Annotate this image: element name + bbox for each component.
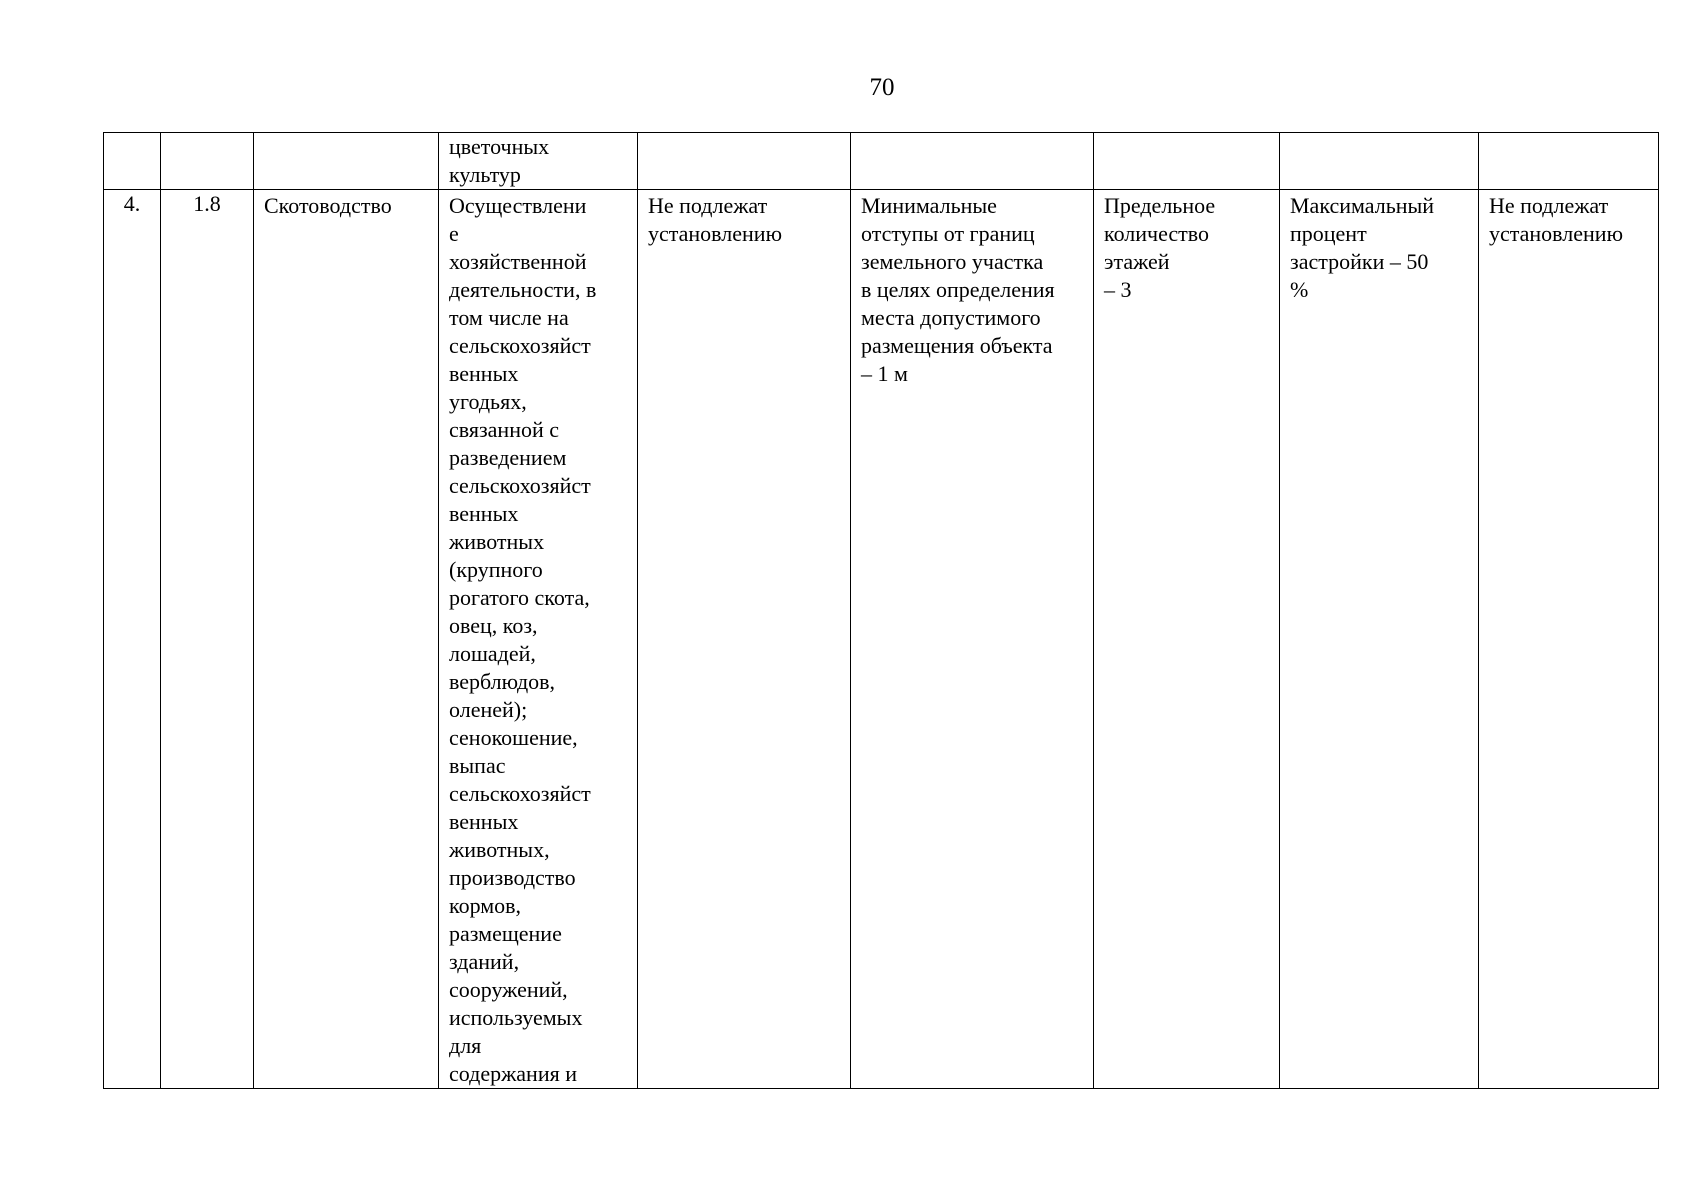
cell-empty	[1479, 133, 1659, 190]
text-line: связанной с	[449, 417, 560, 442]
text-line: – 3	[1104, 277, 1132, 302]
text-line: содержания и	[449, 1061, 577, 1086]
text-line: установлению	[648, 221, 783, 246]
text-line: места допустимого	[861, 305, 1041, 330]
text-line: сенокошение,	[449, 725, 578, 750]
text-line: количество	[1104, 221, 1210, 246]
text-line: рогатого скота,	[449, 585, 590, 610]
text-line: цветочных	[449, 134, 550, 159]
cell-empty	[1094, 133, 1280, 190]
text-line: хозяйственной	[449, 249, 587, 274]
cell-row-number: 4.	[104, 190, 161, 1089]
text-line: для	[449, 1033, 482, 1058]
cell-use-description	[439, 190, 638, 1089]
text-line: Не подлежат	[1489, 193, 1609, 218]
text-line: деятельности, в	[449, 277, 597, 302]
cell-num-empty	[104, 133, 161, 190]
cell-code-empty	[161, 133, 254, 190]
text-line: Не подлежат	[648, 193, 768, 218]
text-line: верблюдов,	[449, 669, 556, 694]
text-line: Осуществлени	[449, 193, 587, 218]
cell-building-coverage	[1280, 190, 1479, 1089]
text-line: (крупного	[449, 557, 543, 582]
text-line: выпас	[449, 753, 506, 778]
text-line: застройки – 50	[1290, 249, 1429, 274]
text-line: овец, коз,	[449, 613, 538, 638]
cell-description-continuation	[439, 133, 638, 190]
text-line: кормов,	[449, 893, 522, 918]
land-use-table	[103, 132, 1659, 1089]
text-line: венных	[449, 361, 519, 386]
text-line: процент	[1290, 221, 1367, 246]
text-line: размещение	[449, 921, 562, 946]
cell-use-name: Скотоводство	[254, 190, 439, 1089]
text-line: угодьях,	[449, 389, 527, 414]
text-line: этажей	[1104, 249, 1170, 274]
page-number: 70	[869, 74, 895, 101]
text-line: используемых	[449, 1005, 583, 1030]
cell-empty	[1280, 133, 1479, 190]
text-line: сельскохозяйст	[449, 473, 591, 498]
cell-code: 1.8	[161, 190, 254, 1089]
table-row	[104, 190, 1659, 1089]
text-line: животных	[449, 529, 545, 554]
text-line: Максимальный	[1290, 193, 1435, 218]
text-line: е	[449, 221, 459, 246]
text-line: производство	[449, 865, 576, 890]
text-line: %	[1290, 277, 1309, 302]
text-line: венных	[449, 809, 519, 834]
table-row-continuation	[104, 133, 1659, 190]
text-line: венных	[449, 501, 519, 526]
text-line: сельскохозяйст	[449, 781, 591, 806]
text-line: оленей);	[449, 697, 528, 722]
text-line: отступы от границ	[861, 221, 1035, 246]
text-line: сельскохозяйст	[449, 333, 591, 358]
text-line: том числе на	[449, 305, 569, 330]
cell-empty	[638, 133, 851, 190]
text-line: разведением	[449, 445, 567, 470]
text-line: – 1 м	[861, 361, 908, 386]
cell-name-empty	[254, 133, 439, 190]
text-line: зданий,	[449, 949, 520, 974]
text-line: сооружений,	[449, 977, 568, 1002]
cell-plot-size-limits	[638, 190, 851, 1089]
text-line: Минимальные	[861, 193, 997, 218]
text-line: размещения объекта	[861, 333, 1053, 358]
cell-empty	[851, 133, 1094, 190]
cell-other-parameters	[1479, 190, 1659, 1089]
text-line: установлению	[1489, 221, 1624, 246]
text-line: лошадей,	[449, 641, 536, 666]
text-line: животных,	[449, 837, 550, 862]
text-line: Предельное	[1104, 193, 1216, 218]
text-line: культур	[449, 162, 521, 187]
text-line: земельного участка	[861, 249, 1044, 274]
cell-setbacks	[851, 190, 1094, 1089]
text-line: в целях определения	[861, 277, 1055, 302]
cell-floor-limit	[1094, 190, 1280, 1089]
